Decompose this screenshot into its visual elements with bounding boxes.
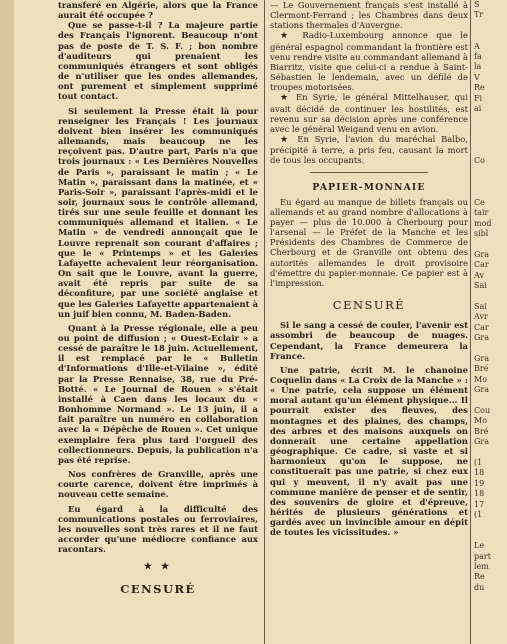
cut-off-line: Cou — [474, 405, 491, 415]
section-divider — [310, 172, 428, 173]
paragraph-presse-regionale: Quant à la Presse régionale, elle a peu ou point de diffusion ; « Ouest-Eclair » a cessé de paraître le 18 juin. Actuellement, il est remplacé par le « Bulletin d'Informations d'Ille-et-Vilaine », édité par la Presse Rennaise, 38, rue du Pré-Botté. « Le Journal de Rouen » s'était installé à Caen dans les locaux du « Bonhomme Normand ». Le 13 juin, il a fait paraître un numéro en collaboration avec la « Dépêche de Rouen ». Cet unique exemplaire fera plus tard l'orgueil des collectionneurs. Depuis, la publication n'a pas été reprise. — [58, 322, 258, 465]
column-left — [58, 0, 258, 605]
cut-off-line: ai — [474, 104, 482, 114]
cut-off-line — [474, 395, 507, 405]
cut-off-line: Ce — [474, 197, 485, 207]
cut-off-line: Mo — [474, 416, 488, 426]
cut-off-line: du — [474, 582, 485, 592]
cut-off-line: A — [474, 41, 480, 51]
censure-label-left: CENSURÉ — [120, 582, 196, 597]
cut-off-line — [474, 447, 507, 457]
cut-off-line — [474, 125, 507, 135]
cut-off-line: sibl — [474, 228, 489, 238]
paragraph-communications: Eu égard à la difficulté des communications postales ou ferroviaires, les nouvelles sont très rares et il ne faut accorder qu'une médiocre confiance aux racontars. — [58, 503, 258, 555]
cut-off-line: mod — [474, 218, 492, 228]
cut-off-line: Av — [474, 270, 484, 280]
cut-off-line: Bré — [474, 364, 489, 374]
censure-label-right: CENSURÉ — [332, 298, 406, 313]
paragraph-papier-monnaie: Eu égard au manque de billets français ou allemands et au grand nombre d'allocations à payer — plus de 10.000 à Cherbourg pour l'arsenal — le Préfet de la Manche et les Présidents des Chambres de Commerce de Cherbourg et de Granville ont obtenu des autorités allemandes le droit provisoire d'émettre du papier-monnaie. Ce papier est à l'impression. — [270, 196, 468, 288]
cut-off-line: Bré — [474, 426, 489, 436]
cut-off-line: Le — [474, 541, 485, 551]
cut-off-line: Avr — [474, 312, 488, 322]
cut-off-line: Gra — [474, 385, 489, 395]
heading-papier-monnaie: PAPIER-MONNAIE — [312, 181, 426, 193]
cut-off-line: Re — [474, 572, 485, 582]
cut-off-line — [474, 31, 507, 41]
cut-off-line — [474, 531, 507, 541]
cut-off-line: Fi — [474, 93, 483, 103]
cut-off-line: tair — [474, 208, 489, 218]
cut-off-line: Car — [474, 260, 489, 270]
star-icon: ★ — [280, 135, 298, 146]
cut-off-line — [474, 146, 507, 156]
page-left-edge — [0, 0, 14, 644]
paragraph-gouvernement: — Le Gouvernement français s'est installé à Clermont-Ferrand ; les Chambres dans deux stations thermales d'Auvergne. — [270, 0, 468, 31]
cut-off-line: Gra — [474, 437, 489, 447]
cut-off-line — [474, 291, 507, 301]
paragraph-radio: Que se passe-t-il ? La majeure partie des Français l'ignorent. Beaucoup n'ont pas de poste de T. S. F. ; bon nombre d'auditeurs qui prenaient les communiqués étrangers et sont obligés de n'utiliser que les ondes allemandes, ont purement et simplement supprimé tout contact. — [58, 20, 258, 102]
cut-off-line: Mo — [474, 374, 488, 384]
cut-off-line: Re — [474, 83, 485, 93]
paragraph-granville: Nos confrères de Granville, après une courte carence, doivent être imprimés à nouveau cette semaine. — [58, 469, 258, 500]
cut-off-line — [474, 177, 507, 187]
cut-off-line — [474, 135, 507, 145]
paragraph-presse-paris: Si seulement la Presse était là pour renseigner les Français ! Les journaux doivent bien insérer les communiqués allemands, mais beaucoup ne les reçoivent pas. D'autre part, Paris n'a que trois journaux : « Les Dernières Nouvelles de Paris », paraissant le matin ; « Le Matin », paraissant dans la matinée, et « Paris-Soir », paraissant l'après-midi et le soir, journaux sous le contrôle allemand, tirés sur une seule feuille et donnant les communiqués allemand et italien. « Le Matin » de vendredi annonçait que le Louvre reprenait son courant d'affaires ; que le « Printemps » et les Galeries Lafayette achevaient leur réorganisation. On sait que le Louvre, avant la guerre, avait été repris par suite de sa déconfiture, par une société anglaise et que les Galeries Lafayette appartenaient à un juif bien connu, M. Baden-Baden. — [58, 105, 258, 319]
column-cut-off — [474, 0, 507, 593]
column-rule-2 — [470, 0, 471, 644]
column-right — [270, 0, 468, 538]
section-stars: ★ ★ — [143, 562, 173, 573]
cut-off-line — [474, 21, 507, 31]
paragraph-syrie-general: ★ En Syrie, le général Mittelhauser, qui avait décidé de continuer les hostilités, est revenu sur sa décision après une conférence avec le général Weigand venu en avion. — [270, 92, 468, 134]
cut-off-line — [474, 167, 507, 177]
paragraph-sang: Si le sang a cessé de couler, l'avenir est assombri de beaucoup de nuages. Cependant, la France demeurera la France. — [270, 320, 468, 361]
cut-off-line: Tr — [474, 10, 484, 20]
cut-off-line: S — [474, 0, 480, 9]
cut-off-line: Sai — [474, 280, 487, 290]
cut-off-line: 17 — [474, 499, 485, 509]
column-rule-1 — [264, 0, 265, 644]
cut-off-line: Co — [474, 156, 485, 166]
cut-off-line — [474, 239, 507, 249]
cut-off-line: (1 — [474, 509, 483, 519]
cut-off-line: (1 — [474, 457, 483, 467]
paragraph-algeria: transferé en Algérie, alors que la France aurait été occupée ? — [58, 0, 258, 21]
cut-off-line — [474, 114, 507, 124]
cut-off-line: Gra — [474, 353, 489, 363]
cut-off-line: V — [474, 72, 480, 82]
cut-off-line: Gra — [474, 333, 489, 342]
cut-off-line: Sai — [474, 301, 487, 311]
cut-off-line: 19 — [474, 478, 485, 488]
cut-off-line — [474, 343, 507, 353]
cut-off-line: la — [474, 62, 482, 72]
cut-off-line: lem — [474, 561, 489, 571]
cut-off-line: fa — [474, 52, 482, 62]
paragraph-patrie: Une patrie, écrit M. le chanoine Coquelin dans « La Croix de la Manche » : « Une patrie, cela suppose un élément moral autant qu'un élément physique... Il pourrait exister des fleuves, des montagnes et des plaines, des champs, des arbres et des maisons auxquels on donnerait une certaine appellation géographique. Ce cadre, si vaste et si harmonieux qu'on le suppose, ne constituerait pas une patrie, si chez eux qui y meuvent, il n'y avait pas une commune manière de penser et de sentir, des souvenirs de gloire et d'épreuve, hérités de plusieurs générations et gardés avec un invincible amour en dépit de toutes les vicissitudes. » — [270, 364, 468, 538]
cut-off-line: Car — [474, 322, 489, 332]
cut-off-line: 18 — [474, 468, 485, 478]
paragraph-syrie-balbo: ★ En Syrie, l'avion du maréchal Balbo, précipité à terre, a pris feu, causant la mort de tous les occupants. — [270, 134, 468, 166]
cut-off-line — [474, 520, 507, 530]
star-icon: ★ — [280, 93, 296, 104]
star-icon: ★ — [280, 31, 303, 42]
cut-off-line: 18 — [474, 489, 485, 499]
cut-off-line — [474, 187, 507, 197]
paragraph-radio-luxembourg: ★ Radio-Luxembourg annonce que le général espagnol commandant la frontière est venu rendre visite au commandant allemand à Biarritz, visite que celui-ci a rendue à Saint-Sébastien le lendemain, avec un défilé de troupes motorisées. — [270, 30, 468, 93]
cut-off-line: Gra — [474, 249, 489, 259]
cut-off-line: part — [474, 551, 491, 561]
